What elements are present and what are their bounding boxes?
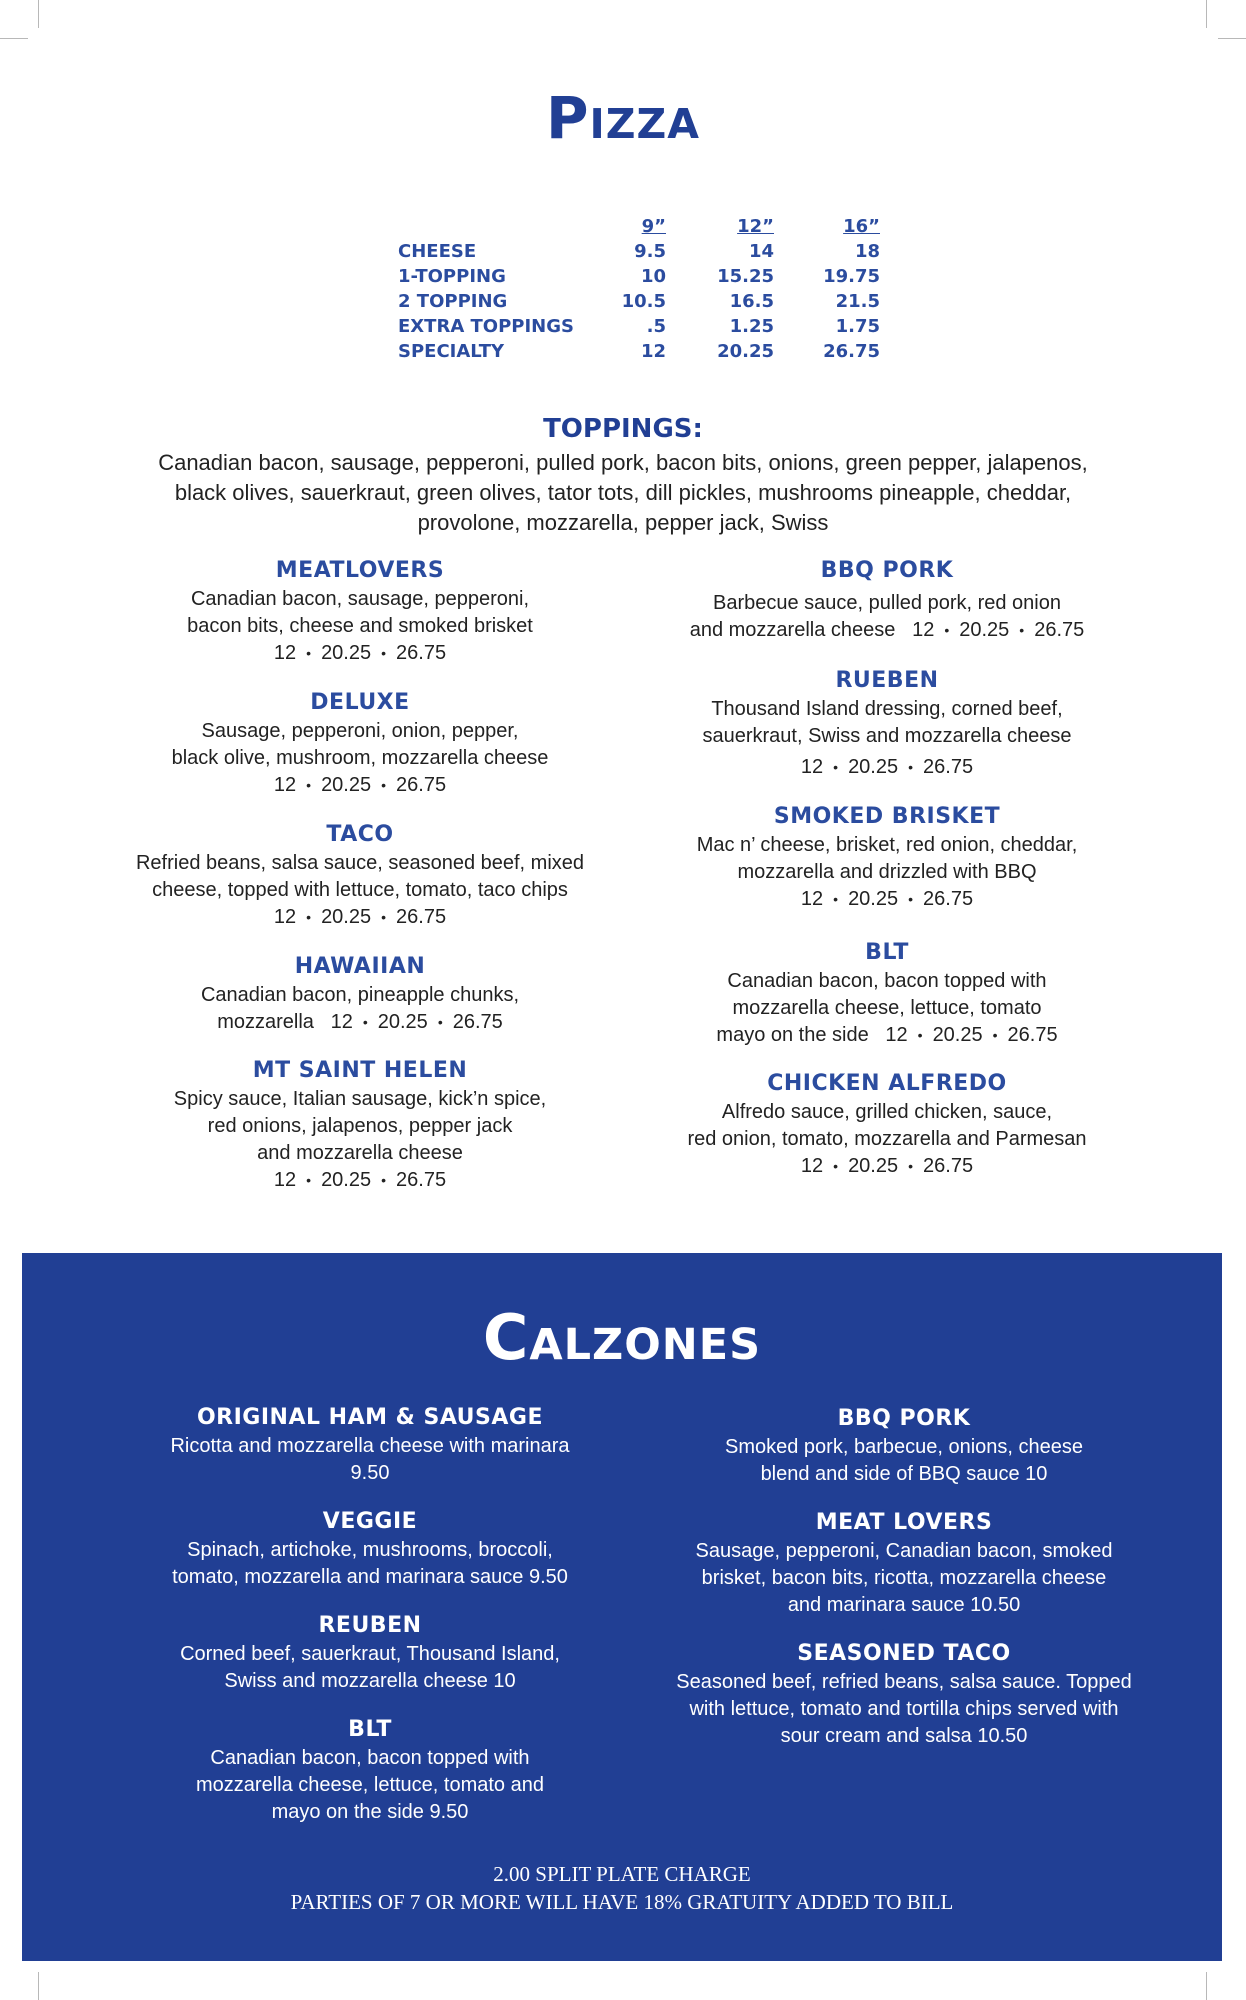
dot-separator: • (833, 891, 839, 908)
dot-separator: • (306, 909, 312, 926)
price-large: 26.75 (396, 1169, 447, 1191)
dot-separator: • (306, 645, 312, 662)
price-9: 9.5 (634, 241, 666, 262)
header-blank (398, 214, 608, 239)
item-prices (100, 1009, 620, 1036)
item-name: BBQ PORK (820, 558, 954, 583)
item-name: CHICKEN ALFREDO (767, 1071, 1007, 1096)
price-row-name: SPECIALTY (398, 341, 505, 362)
price-large: 26.75 (1007, 1024, 1058, 1046)
price-9: 10 (640, 266, 666, 287)
calzone-item (630, 1404, 1178, 1488)
item-name: MT SAINT HELEN (252, 1058, 468, 1083)
price-row-name: 1-TOPPING (398, 266, 506, 287)
price-medium: 20.25 (848, 888, 899, 910)
price-small: 12 (330, 1011, 353, 1033)
crop-mark (1206, 0, 1207, 28)
item-description: Canadian bacon, bacon topped with mozzarella cheese, lettuce, tomato and mayo on the side 9.50 (196, 1747, 544, 1823)
price-small: 12 (800, 756, 824, 778)
price-medium: 20.25 (959, 619, 1010, 641)
price-16: 19.75 (823, 266, 880, 287)
price-large: 26.75 (1034, 619, 1085, 641)
price-9: 12 (640, 341, 666, 362)
item-description: Mac n’ cheese, brisket, red onion, cheddar, mozzarella and drizzled with BBQ (696, 834, 1078, 883)
price-small: 12 (885, 1024, 908, 1046)
price-small: 12 (273, 642, 297, 664)
specialty-item (100, 688, 620, 799)
price-large: 26.75 (396, 642, 447, 664)
price-table-header (398, 214, 880, 239)
pizza-price-table (398, 214, 880, 364)
calzone-item (630, 1508, 1178, 1619)
specialty-item (100, 952, 620, 1036)
calzone-item (630, 1639, 1178, 1750)
item-description: Canadian bacon, sausage, pepperoni, bacon bits, cheese and smoked brisket (187, 588, 533, 637)
item-description: Canadian bacon, pineapple chunks, (200, 984, 520, 1006)
dot-separator: • (833, 759, 839, 776)
item-description-tail: mayo on the side (716, 1024, 869, 1046)
item-prices (630, 754, 1144, 781)
price-small: 12 (273, 774, 297, 796)
specialty-item (100, 1056, 620, 1194)
item-description: Alfredo sauce, grilled chicken, sauce, red onion, tomato, mozzarella and Parmesan (687, 1101, 1087, 1150)
item-description: Ricotta and mozzarella cheese with marinara 9.50 (170, 1435, 570, 1484)
dot-separator: • (381, 645, 387, 662)
price-row (398, 339, 880, 364)
item-description: Sausage, pepperoni, onion, pepper, black olive, mushroom, mozzarella cheese (171, 720, 549, 769)
price-16: 26.75 (823, 341, 880, 362)
item-name: MEAT LOVERS (815, 1510, 993, 1535)
price-medium: 20.25 (321, 642, 372, 664)
item-prices (100, 772, 620, 799)
size-16-header: 16” (843, 216, 880, 237)
price-row (398, 239, 880, 264)
price-large: 26.75 (923, 888, 974, 910)
item-prices (100, 1167, 620, 1194)
dot-separator: • (833, 1158, 839, 1175)
item-description: Spinach, artichoke, mushrooms, broccoli, tomato, mozzarella and marinara sauce 9.50 (172, 1539, 568, 1588)
toppings-heading: TOPPINGS: (543, 414, 703, 444)
pizza-title: Pizza (546, 84, 700, 152)
gratuity-note: PARTIES OF 7 OR MORE WILL HAVE 18% GRATUITY ADDED TO BILL (290, 1890, 954, 1914)
calzone-item (110, 1715, 630, 1826)
dot-separator: • (381, 909, 387, 926)
item-description: Canadian bacon, bacon topped with mozzarella cheese, lettuce, tomato (727, 970, 1047, 1019)
price-row (398, 289, 880, 314)
price-medium: 20.25 (932, 1024, 983, 1046)
price-row (398, 314, 880, 339)
item-prices (630, 1022, 1144, 1049)
item-name: BLT (348, 1717, 392, 1742)
item-description: Smoked pork, barbecue, onions, cheese blend and side of BBQ sauce 10 (725, 1436, 1083, 1485)
item-description: Seasoned beef, refried beans, salsa sauce. Topped with lettuce, tomato and tortilla chips served with sour cream and salsa 10.50 (676, 1671, 1132, 1747)
price-9: 10.5 (621, 291, 666, 312)
item-name: BBQ PORK (837, 1406, 971, 1431)
item-name: SMOKED BRISKET (773, 804, 1001, 829)
item-prices (630, 1153, 1144, 1180)
item-name: RUEBEN (835, 668, 939, 693)
item-description: Barbecue sauce, pulled pork, red onion (712, 592, 1061, 614)
specialty-item (630, 1069, 1144, 1180)
item-prices (100, 904, 620, 931)
calzone-item (110, 1507, 630, 1591)
calzones-panel (22, 1253, 1222, 1961)
item-prices (100, 640, 620, 667)
price-row-name: CHEESE (398, 241, 477, 262)
price-16: 18 (854, 241, 880, 262)
dot-separator: • (917, 1027, 923, 1044)
price-large: 26.75 (396, 774, 447, 796)
price-row (398, 264, 880, 289)
price-medium: 20.25 (321, 906, 372, 928)
specialty-item (630, 556, 1144, 644)
split-plate-note: 2.00 SPLIT PLATE CHARGE (493, 1862, 751, 1886)
crop-mark (1218, 38, 1246, 39)
item-description: Spicy sauce, Italian sausage, kick’n spice, red onions, jalapenos, pepper jack and mozzarella cheese (173, 1088, 547, 1164)
price-large: 26.75 (452, 1011, 503, 1033)
price-12: 16.5 (729, 291, 774, 312)
item-description: Refried beans, salsa sauce, seasoned beef, mixed cheese, topped with lettuce, tomato, taco chips (135, 852, 585, 901)
price-16: 21.5 (835, 291, 880, 312)
item-prices (630, 617, 1144, 644)
size-9-header: 9” (641, 216, 666, 237)
price-12: 20.25 (717, 341, 774, 362)
item-name: SEASONED TACO (797, 1641, 1011, 1666)
specialty-item (100, 820, 620, 931)
specialty-item (100, 556, 620, 667)
dot-separator: • (992, 1027, 998, 1044)
price-9: .5 (646, 316, 666, 337)
dot-separator: • (306, 1172, 312, 1189)
specialty-item (630, 802, 1144, 913)
dot-separator: • (362, 1014, 368, 1031)
item-description: Corned beef, sauerkraut, Thousand Island, Swiss and mozzarella cheese 10 (180, 1643, 560, 1692)
dot-separator: • (908, 1158, 914, 1175)
crop-mark (1206, 1972, 1207, 2000)
item-description: Sausage, pepperoni, Canadian bacon, smoked brisket, bacon bits, ricotta, mozzarella cheese and marinara sauce 10.50 (695, 1540, 1113, 1616)
item-name: MEATLOVERS (275, 558, 445, 583)
calzone-item (110, 1403, 630, 1487)
price-12: 14 (748, 241, 774, 262)
calzones-footer (22, 1860, 1222, 1916)
price-row-name: 2 TOPPING (398, 291, 508, 312)
item-name: BLT (865, 940, 909, 965)
item-name: HAWAIIAN (294, 954, 426, 979)
price-16: 1.75 (835, 316, 880, 337)
dot-separator: • (306, 777, 312, 794)
price-small: 12 (273, 906, 297, 928)
crop-mark (38, 0, 39, 28)
price-small: 12 (912, 619, 935, 641)
dot-separator: • (944, 622, 950, 639)
price-medium: 20.25 (848, 1155, 899, 1177)
specialty-item (630, 666, 1144, 781)
calzones-title: Calzones (482, 1301, 762, 1374)
dot-separator: • (381, 777, 387, 794)
dot-separator: • (437, 1014, 443, 1031)
item-description: Thousand Island dressing, corned beef, sauerkraut, Swiss and mozzarella cheese (702, 698, 1072, 747)
item-prices (630, 886, 1144, 913)
item-name: REUBEN (318, 1613, 422, 1638)
price-medium: 20.25 (377, 1011, 428, 1033)
dot-separator: • (908, 891, 914, 908)
price-large: 26.75 (396, 906, 447, 928)
price-large: 26.75 (923, 1155, 974, 1177)
item-name: VEGGIE (322, 1509, 418, 1534)
price-medium: 20.25 (321, 1169, 372, 1191)
price-small: 12 (800, 1155, 824, 1177)
specialty-item (630, 938, 1144, 1049)
crop-mark (38, 1972, 39, 2000)
price-small: 12 (800, 888, 824, 910)
price-large: 26.75 (923, 756, 974, 778)
dot-separator: • (1019, 622, 1025, 639)
toppings-list: Canadian bacon, sausage, pepperoni, pulled pork, bacon bits, onions, green pepper, jalapenos, black olives, sauerkraut, green olives, tator tots, dill pickles, mushrooms pineapple, cheddar, provolone, mozzarella, pepper jack, Swiss (158, 450, 1088, 535)
dot-separator: • (381, 1172, 387, 1189)
item-description-tail: and mozzarella cheese (689, 619, 896, 641)
price-medium: 20.25 (321, 774, 372, 796)
price-12: 1.25 (729, 316, 774, 337)
item-name: ORIGINAL HAM & SAUSAGE (196, 1405, 544, 1430)
price-12: 15.25 (717, 266, 774, 287)
item-description-tail: mozzarella (217, 1011, 314, 1033)
crop-mark (0, 38, 28, 39)
size-12-header: 12” (737, 216, 774, 237)
price-medium: 20.25 (848, 756, 899, 778)
price-row-name: EXTRA TOPPINGS (398, 316, 574, 337)
calzone-item (110, 1611, 630, 1695)
dot-separator: • (908, 759, 914, 776)
item-name: DELUXE (310, 690, 410, 715)
price-small: 12 (273, 1169, 297, 1191)
item-name: TACO (326, 822, 394, 847)
